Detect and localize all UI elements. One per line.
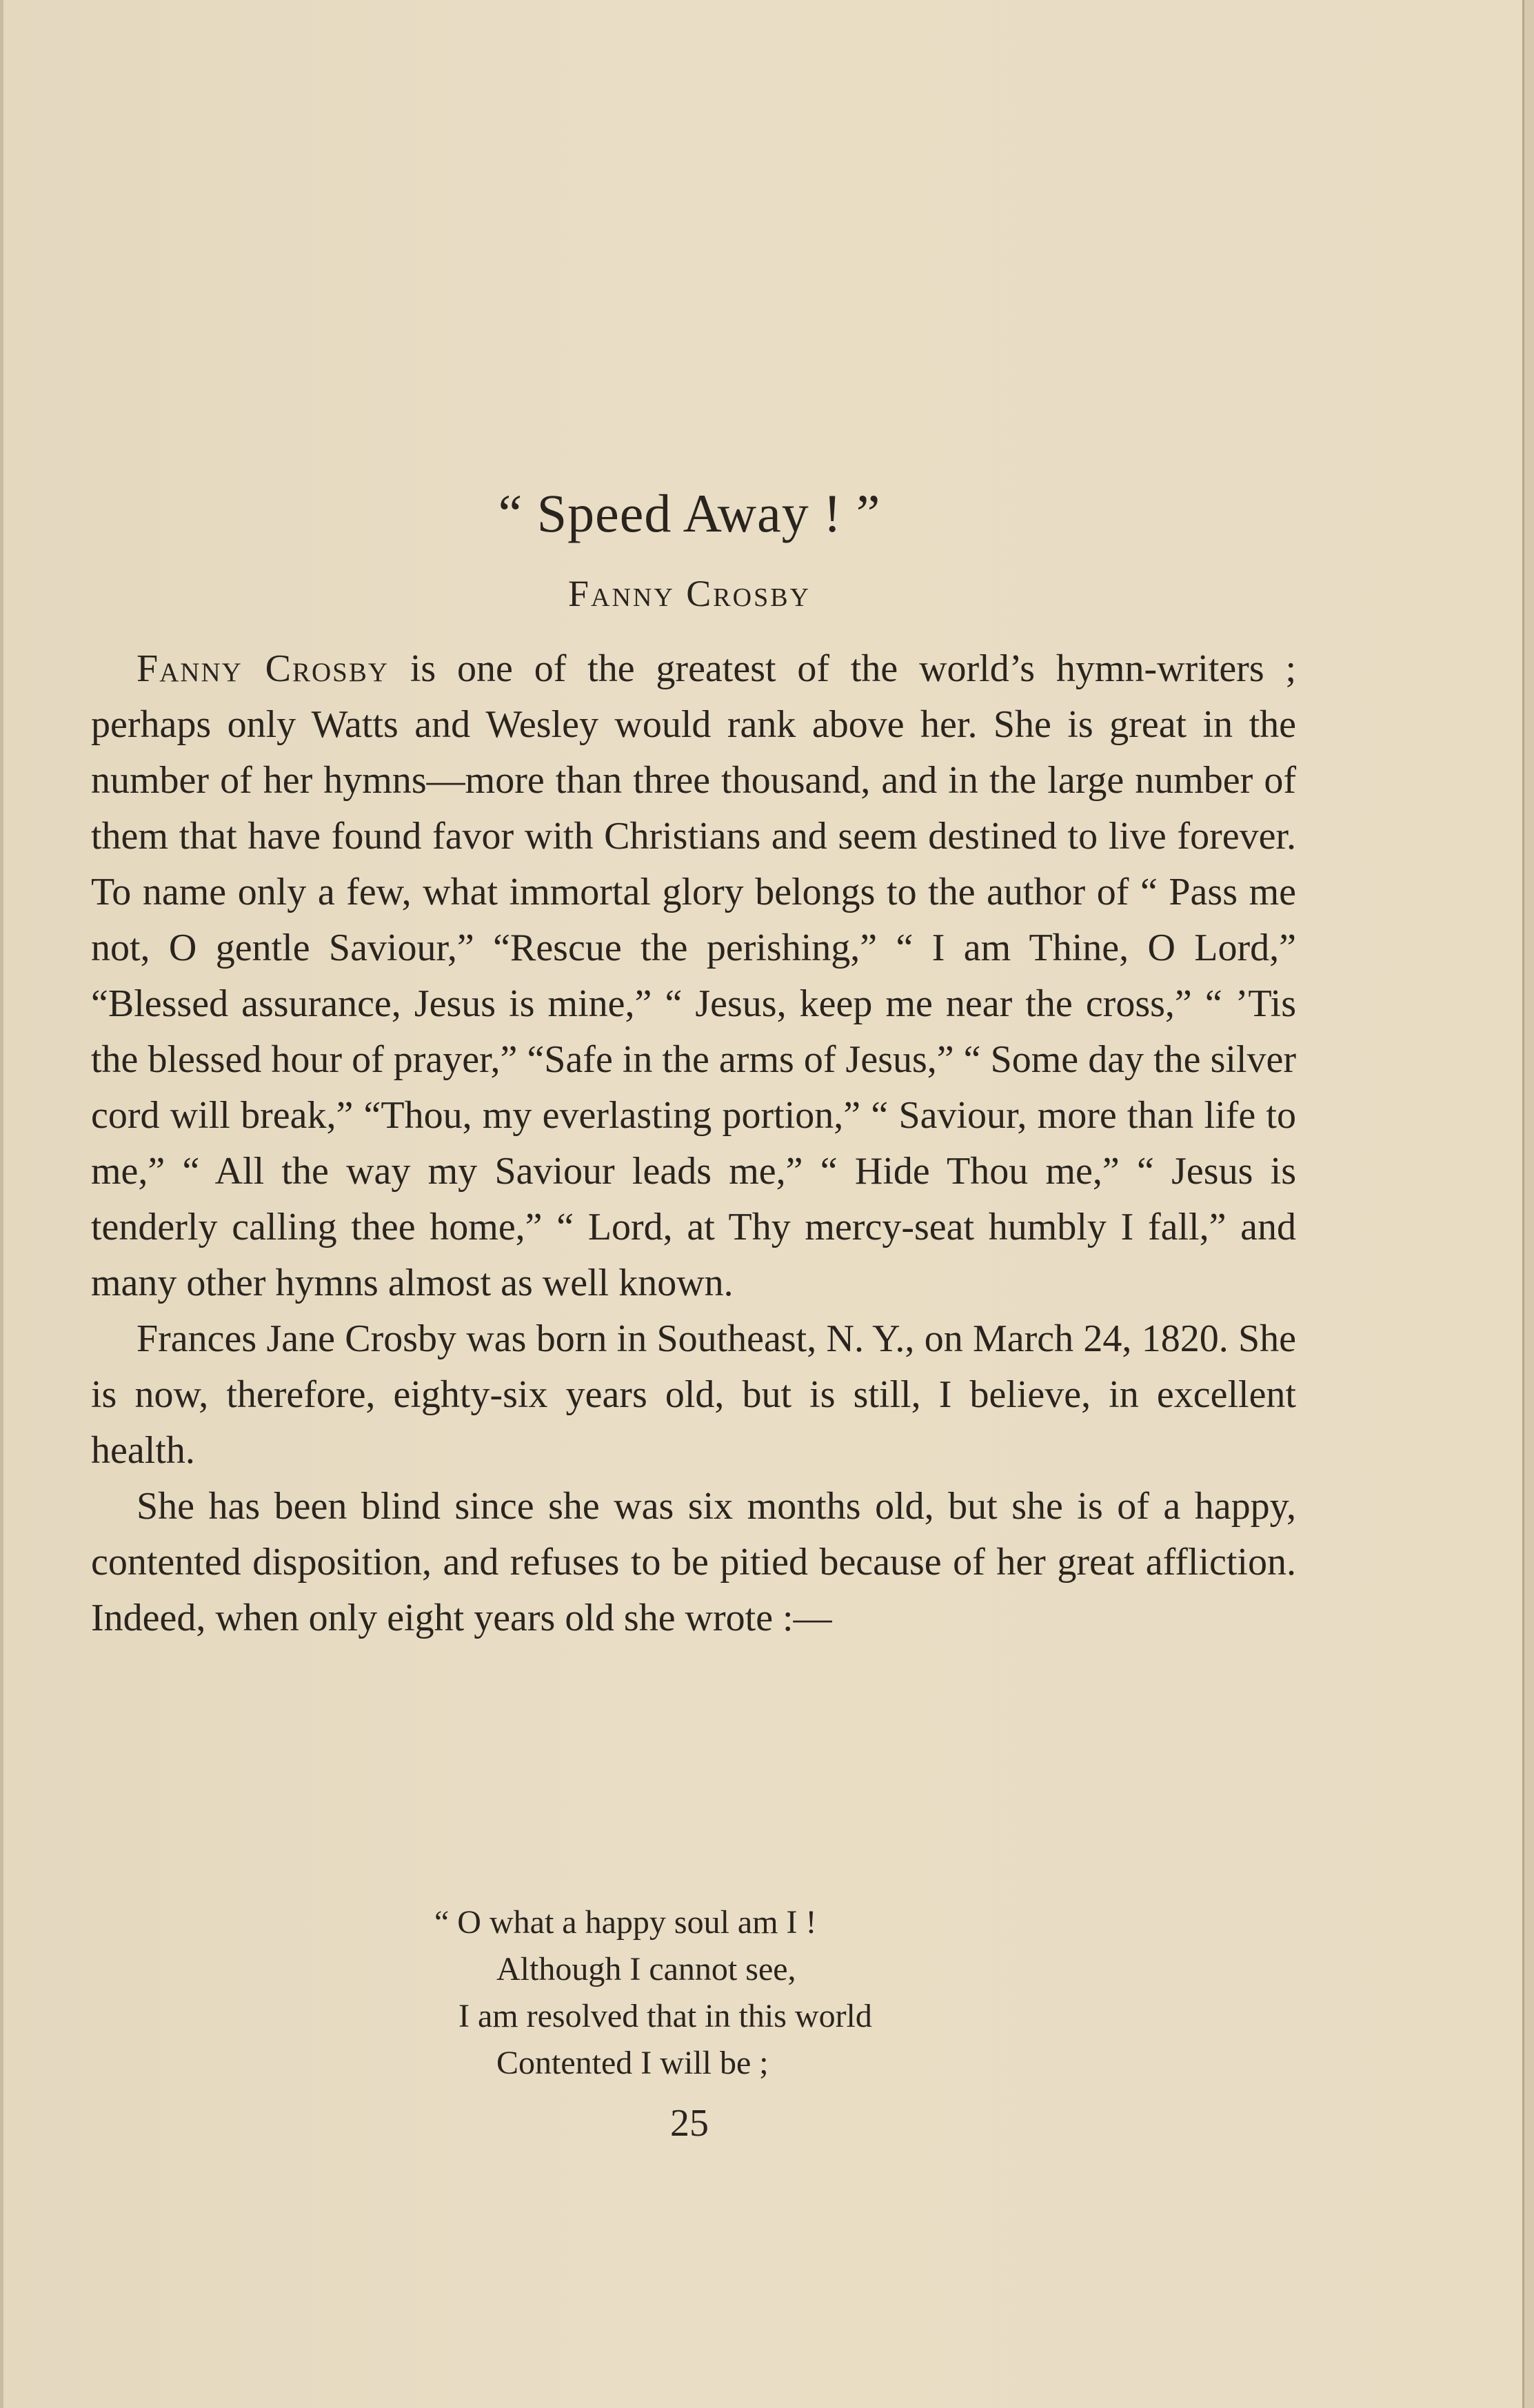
body-text (91, 641, 1296, 1646)
page-left-edge (0, 0, 3, 2408)
paragraph-lead: Fanny Crosby (137, 647, 390, 690)
paragraph-text: She has been blind since she was six months old, but she is of a happy, contented disposition, and refuses to be pitied because of her great affliction. Indeed, when only eight years old she wrote :— (91, 1485, 1296, 1639)
page-number: 25 (670, 2102, 709, 2145)
paragraph-3 (91, 1479, 1296, 1646)
poem-excerpt (434, 1899, 872, 2087)
chapter-title: “ Speed Away ! ” (498, 483, 881, 543)
paragraph-text: Frances Jane Crosby was born in Southeast, N. Y., on March 24, 1820. She is now, therefore, eighty-six years old, but is still, I believe, in excellent health. (91, 1317, 1296, 1472)
poem-line: “ O what a happy soul am I ! (434, 1904, 817, 1941)
poem-line: Although I cannot see, (496, 1951, 796, 1987)
paragraph-1 (91, 641, 1296, 1311)
poem-line: I am resolved that in this world (458, 1998, 872, 2034)
paragraph-text: is one of the greatest of the world’s hymn-writers ; perhaps only Watts and Wesley would rank above her. She is great in the number of her hymns—more than three thousand, and in the large number of them that have found favor with Christians and seem destined to live forever. To name only a few, what immortal glory belongs to the author of “ Pass me not, O gentle Saviour,” “Rescue the perishing,” “ I am Thine, O Lord,” “Blessed assurance, Jesus is mine,” “ Jesus, keep me near the cross,” “ ’Tis the blessed hour of prayer,” “Safe in the arms of Jesus,” “ Some day the silver cord will break,” “Thou, my everlasting portion,” “ Saviour, more than life to me,” “ All the way my Saviour leads me,” “ Hide Thou me,” “ Jesus is tenderly calling thee home,” “ Lord, at Thy mercy-seat humbly I fall,” and many other hymns almost as well known. (91, 647, 1296, 1304)
paragraph-2 (91, 1311, 1296, 1479)
page-right-edge (1522, 0, 1534, 2408)
poem-line: Contented I will be ; (496, 2045, 769, 2081)
chapter-author: Fanny Crosby (567, 573, 811, 614)
